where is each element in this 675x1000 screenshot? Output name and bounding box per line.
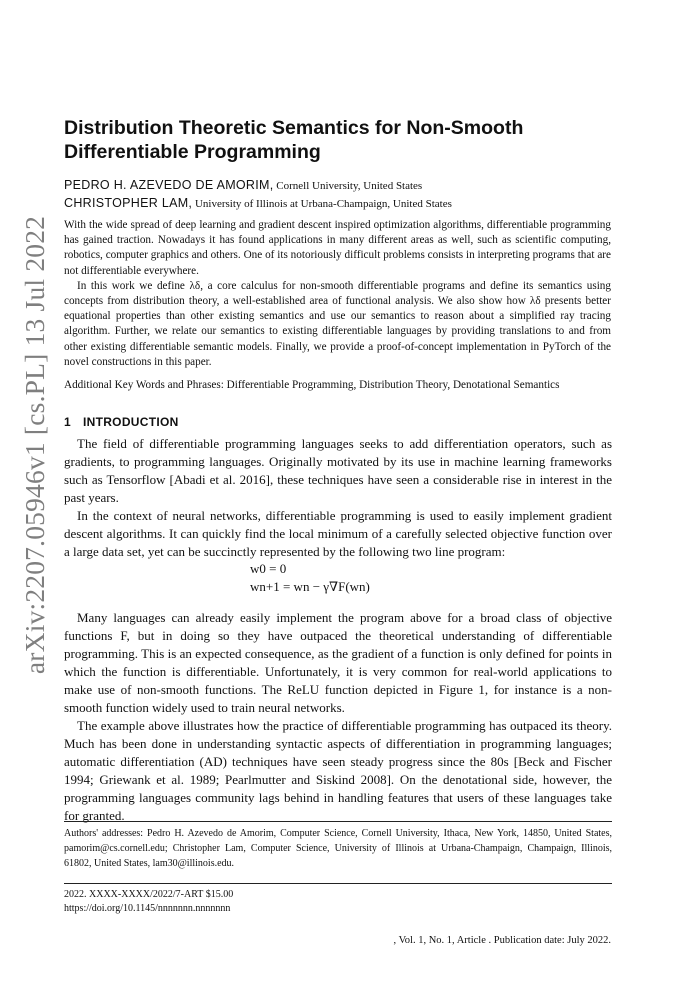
body-paragraph: In the context of neural networks, differentiable programming is used to easily implement gradient descent algorithms. It can quickly find the local minimum of a carefully selected objective function over a large data set, yet can be succinctly represented by the following two line program: — [64, 508, 612, 559]
meta-divider — [64, 883, 612, 884]
section-number: 1 — [64, 415, 71, 429]
equation-block — [250, 560, 410, 596]
equation-line: wn+1 = wn − γ∇F(wn) — [250, 579, 370, 594]
equation-line: w0 = 0 — [250, 561, 287, 576]
body-text — [64, 609, 612, 825]
authors-addresses-footnote: Authors' addresses: Pedro H. Azevedo de Amorim, Computer Science, Cornell University, Ithaca, New York, 14850, United States, pamorim@cs.cornell.edu; Christopher Lam, Computer Science, University of Illinois at Urbana-Champaign, Champaign, Illinois, 61802, United States, lam30@illinois.edu. — [64, 828, 612, 869]
author-entry — [64, 195, 624, 213]
keywords: Additional Key Words and Phrases: Differentiable Programming, Distribution Theory, Denotational Semantics — [64, 379, 560, 391]
body-paragraph: The field of differentiable programming languages seeks to add differentiation operators, such as gradients, to programming languages. Originally motivated by its use in machine learning frameworks such as Tensorflow [Abadi et al. 2016], these techniques have seen a considerable rise in interest in the past years. — [64, 436, 612, 505]
author-name: PEDRO H. AZEVEDO DE AMORIM, — [64, 178, 274, 192]
publication-meta — [64, 888, 233, 916]
body-paragraph: Many languages can already easily implement the program above for a broad class of objective functions F, but in doing so they have outpaced the theoretical understanding of differentiable programming. This is an expected consequence, as the gradient of a function is only defined for points in which the function is differentiable. Unfortunately, it is very common for real-world applications to make use of non-smooth functions. The ReLU function depicted in Figure 1, for instance is a non-smooth function widely used to train neural networks. — [64, 610, 612, 715]
author-entry — [64, 177, 624, 195]
body-paragraph: The example above illustrates how the practice of differentiable programming has outpaced its theory. Much has been done in understanding syntactic aspects of differentiation in programming languages; automatic differentiation (AD) techniques have seen steady progress since the 80s [Beck and Fischer 1994; Griewank et al. 1989; Pearlmutter and Siskind 2008]. On the denotational side, however, the programming languages community lags behind in handling features that users of these languages take for granted. — [64, 718, 612, 823]
paper-title: Distribution Theoretic Semantics for Non-Smooth Differentiable Programming — [64, 117, 524, 163]
arxiv-id-text: arXiv:2207.05946v1 [cs.PL] 13 Jul 2022 — [19, 215, 51, 675]
abstract — [64, 218, 611, 370]
footnote-divider — [64, 821, 612, 822]
running-footer: , Vol. 1, No. 1, Article . Publication date: July 2022. — [393, 935, 611, 946]
author-list — [64, 177, 624, 213]
arxiv-side-label — [13, 210, 57, 680]
abstract-paragraph: In this work we define λδ, a core calculus for non-smooth differentiable programs and define its semantics using concepts from distribution theory, a well-established area of functional analysis. We also show how λδ presents better equational properties than other existing semantics and use our semantics to reason about a simplified ray tracing algorithm. Further, we relate our semantics to existing differentiable languages by providing translations to and from other existing differentiable semantic models. Finally, we provide a proof-of-concept implementation in PyTorch of the novel constructions in this paper. — [64, 279, 611, 368]
doi-link[interactable]: https://doi.org/10.1145/nnnnnnn.nnnnnnn — [64, 903, 231, 914]
section-title: INTRODUCTION — [82, 415, 179, 429]
author-name: CHRISTOPHER LAM, — [64, 196, 193, 210]
abstract-paragraph: With the wide spread of deep learning and gradient descent inspired optimization algorithms, differentiable programming has gained traction. Nowadays it has found applications in many different areas as well, such as scientific computing, robotics, computer graphics and others. One of its notoriously difficult problems consists in interpreting programs that are not differentiable everywhere. — [64, 219, 611, 277]
price-line: 2022. XXXX-XXXX/2022/7-ART $15.00 — [64, 889, 234, 900]
intro-text — [64, 435, 612, 561]
author-affiliation: University of Illinois at Urbana-Champaign, United States — [192, 198, 452, 210]
author-affiliation: Cornell University, United States — [273, 180, 423, 192]
section-heading — [64, 415, 179, 429]
